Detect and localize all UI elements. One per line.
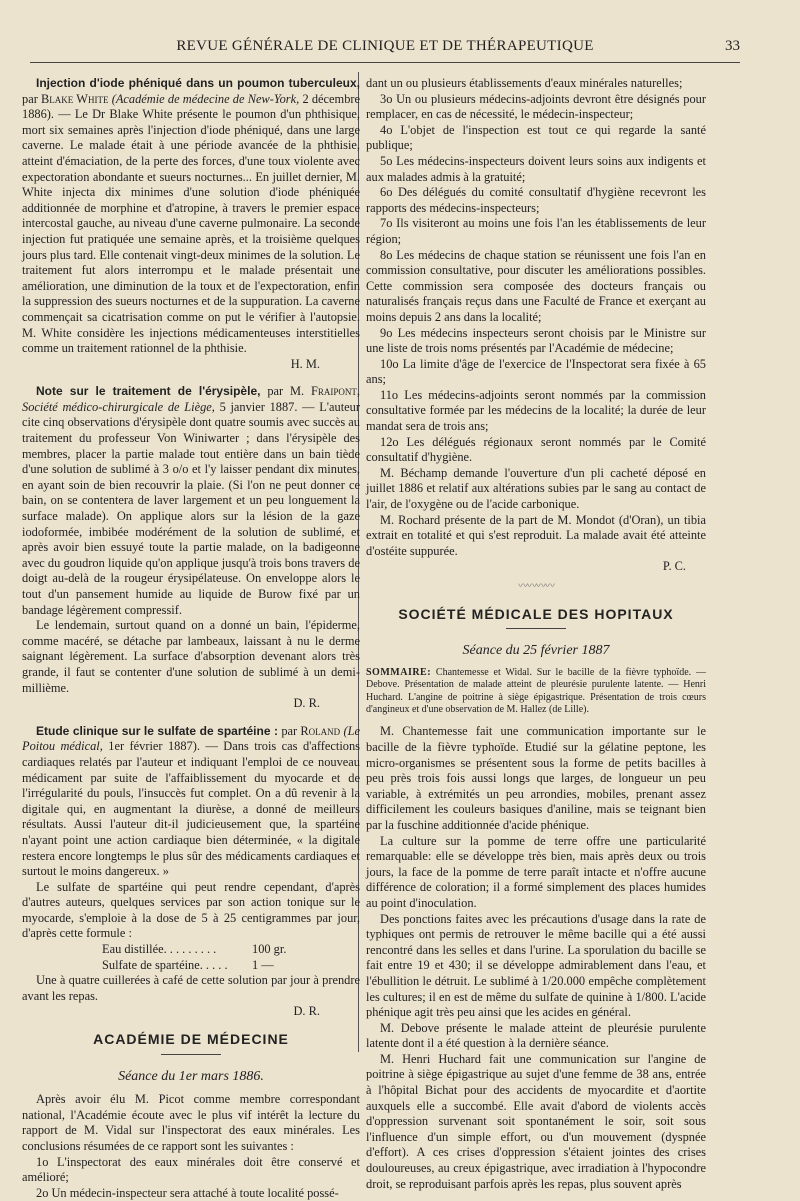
article-body: Le Dr Blake White présente le poumon d'un phthisique, mort six semaines après l'injection d'iode phéniqué, dans une large caverne. Le malade était à une période avancée de la phthisie, atteint d'émaciation, de la perte des forces, d'une toux violente avec expectoration abondante et sueurs nocturnes... En juillet dernier, M. White injecta dix minimes d'une solution d'iode phéniquée additionnée de morphine et d'atropine, à travers le premier espace intercostal gauche, au niveau d'une caverne pulmonaire. La seconde injection fut pratiquée une semaine après, et la troisième quelques jours plus tard. Elle contenait vingt-deux minimes de la solution. Le traitement fut alors interrompu et le malade présentait une amélioration, une diminution de la toux et de l'expectoration, enfin la suppression des sueurs nocturnes et de la suppuration. La caverne commençait sa cicatrisation comme on put le vérifier à l'autopsie. M. White considère les injections médicamenteuses interstitielles comme un traitement rationnel de la phthisie. [22,107,360,356]
signature-text: D. R. [293,696,320,711]
article-paragraph [22,76,360,357]
section-heading-societe: SOCIÉTÉ MÉDICALE DES HOPITAUX [398,605,674,622]
recipe-line [22,942,360,958]
academie-item: 5o Les médecins-inspecteurs doivent leurs soins aux indigents et aux malades admis à la gratuité; [366,153,706,184]
summary-text: Chantemesse et Widal. Sur le bacille de la fièvre typhoïde. — Debove. Présentation de malade atteint de pleurésie purulente latente. — Henri Huchard. L'angine de poitrine à siège épigastrique. Présentation de trois cœurs d'angineux et d'une observation de M. Hallez (de Lille). [366,666,706,715]
article-author: Blake White [41,91,109,106]
recipe-line [22,958,360,974]
recipe-ingredient: Eau distillée. . . . . . . . . [102,942,217,957]
article-signature [22,696,360,712]
journal-title: REVUE GÉNÉRALE DE CLINIQUE ET DE THÉRAPEUTIQUE [176,38,594,54]
academie-item: 11o Les médecins-adjoints seront nommés par la commission consultative formée par les médecins de la localité; la durée de leur mandat sera de trois ans; [366,387,706,434]
academie-item: 3o Un ou plusieurs médecins-adjoints devront être désignés pour remplacer, en cas de nécessité, le médecin-inspecteur; [366,91,706,122]
article-signature [22,357,360,373]
article-text: Une à quatre cuillerées à café de cette solution par jour à prendre avant les repas. [22,973,360,1003]
bechamp-paragraph: M. Béchamp demande l'ouverture d'un pli cacheté déposé en juillet 1886 et relatif aux altérations subies par le sang au contact de l'air, de l'oxygène ou de l'acide carbonique. [366,465,706,512]
signature-text: D. R. [293,1004,320,1019]
societe-paragraph: M. Debove présente le malade atteint de pleurésie purulente latente dont il a été question à la dernière séance. [366,1020,706,1051]
article-by: par [278,723,301,738]
academie-item: 9o Les médecins inspecteurs seront choisis par le Ministre sur une liste de trois noms présentés par l'Académie de médecine; [366,325,706,356]
recipe-quantity: 1 — [252,957,274,972]
academie-item: 8o Les médecins de chaque station se réunissent une fois l'an en commission consultative, pour discuter les améliorations possibles. Cette commission sera composée des docteurs français ou naturalisés français reçus dans une Faculté de France et exerçant au moins depuis 2 ans dans la localité; [366,247,706,324]
article-title: Etude clinique sur le sulfate de spartéine : [36,723,279,738]
section-rule [161,1054,221,1055]
right-column [366,76,706,1191]
article-paragraph [22,384,360,618]
summary-label: SOMMAIRE: [366,666,432,678]
article-paragraph [22,973,360,1004]
societe-paragraph: M. Henri Huchard fait une communication sur l'angine de poitrine à siège épigastrique au sujet d'une femme de 38 ans, entrée à l'hôpital Bichat pour des accidents de myocardite et d'aortite auxquels elle a succombé. Elle avait d'abord de violents accès d'oppression survenant soit spontanément le soir, soit sous l'influence d'un simple effort, ou d'un mouvement (dyspnée d'effort). A ces crises d'oppression s'étaient jointes des crises douloureuses, au creux épigastrique, avec irradiation à l'hypocondre droit, se reproduisant parfois après les repas, plus souvent après [366,1051,706,1191]
article-erysipele [22,384,360,711]
societe-paragraph: La culture sur la pomme de terre offre une particularité remarquable: elle se développe très bien, mais après deux ou trois jours, la face de la pomme de terre paraît intacte et n'offre aucune différence de coloration; il a formé simplement des places humides au point d'inoculation. [366,833,706,910]
academie-item: 2o Un médecin-inspecteur sera attaché à toute localité possé- [36,1185,339,1200]
academie-item: 10o La limite d'âge de l'exercice de l'Inspectorat sera fixée à 65 ans; [366,356,706,387]
article-iode [22,76,360,372]
academie-item: 4o L'objet de l'inspection est tout ce qui regarde la santé publique; [366,122,706,153]
article-signature [22,1004,360,1020]
seance-date: Séance du 25 février 1887 [462,643,610,659]
article-paragraph: Le sulfate de spartéine qui peut rendre cependant, d'après d'autres auteurs, quelques services par son action tonique sur le myocarde, s'emploie à la dose de 5 à 25 centigrammes par jour, d'après cette formule : [22,879,360,941]
running-header [30,36,740,63]
academie-item: 1o L'inspectorat des eaux minérales doit être conservé et amélioré; [22,1154,360,1185]
article-author: Fraipont, [311,384,360,399]
article-by: par [22,91,42,106]
article-title: Injection d'iode phéniqué dans un poumon tuberculeux, [36,76,360,90]
article-title: Note sur le traitement de l'érysipèle, [36,384,261,399]
signature-text: H. M. [290,356,320,371]
session-summary [366,667,706,717]
article-body: Dans trois cas d'affections cardiaques relatés par l'auteur et indiquant l'emploi de ce nouveau médicament par suite de l'affaiblissement du myocarde et de l'irrégularité du pouls, l'insuccès fut complet. On a dû revenir à la digitale qui, en augmentant la diurèse, a donné de meilleurs résultats. Aussi l'auteur dit-il judicieusement que, la spartéine n'ayant point une action cardiaque bien déterminée, « la digitale restera encore longtemps le plus sûr des médicaments cardiaques et surtout le moins dangereux. » [22,739,360,879]
rochard-signature [366,559,706,575]
ornamental-divider: 〰〰〰〰 [518,581,554,592]
societe-paragraph: Des ponctions faites avec les précautions d'usage dans la rate de typhiques ont permis de retrouver le même bacille qui a été aussi rencontré dans les selles et dans l'urine. La sporulation du bacille se fait entre 19 et 430; il se développe admirablement dans l'eau, et l'ébullition le détruit. Le sublimé à 1/20.000 empêche complètement les cultures; il en est de même du sulfate de quinine à 1/800. L'acide phénique agit très peu ainsi que les acides en général. [366,911,706,1020]
article-source: Société médico-chirurgicale de Liège, [22,399,215,414]
article-date: 5 janvier 1887. — [214,399,315,414]
recipe-ingredient: Sulfate de spartéine. . . . . [102,957,228,972]
article-sparteine [22,724,360,1020]
recipe-quantity: 100 gr. [252,942,287,957]
article-author: Roland [300,723,341,738]
academie-item: 7o Ils visiteront au moins une fois l'an les établissements de leur région; [366,216,706,246]
article-paragraph [22,724,360,880]
academie-item: 6o Des délégués du comité consultatif d'hygiène recevront les rapports des médecins-inspecteurs; [366,185,706,215]
article-source: (Académie de médecine de New-York, [108,91,300,106]
left-column [22,76,361,1200]
academie-item: 12o Les délégués régionaux seront nommés par le Comité consultatif d'hygiène. [366,434,706,465]
article-paragraph: Le lendemain, surtout quand on a donné un bain, l'épiderme, comme macéré, se détache par lambeaux, laissant à nu le derme saignant légèrement. La surface d'absorption devenant alors très grande, il faut se contenter d'une solution de sublimé à un demi-millième. [22,618,360,695]
section-heading-academie: ACADÉMIE DE MÉDECINE [93,1031,289,1048]
article-source: (Le Poitou médical, [22,723,360,754]
section-rule [506,628,566,629]
academie-item: dant un ou plusieurs établissements d'eaux minérales naturelles; [366,76,683,90]
seance-date: Séance du 1er mars 1886. [118,1068,264,1084]
article-body: L'auteur cite cinq observations d'érysipèle dont quatre soumis avec succès au traitement du professeur Von Winiwarter ; dans l'érysipèle des membres, placer la partie malade tout entière dans un bain tiède d'une solution de sublimé à 3 o/o et l'y laisser pendant dix minutes, en ayant soin de bien recouvrir la plaie. (Si l'on ne peut donner ce bain, on se contentera de laver largement et un peu longuement la surface malade). On applique alors sur la lésion de la gaze iodoformée, imbibée modérément de la solution de sublimé, et après avoir bien essuyé toute la partie malade, on la badigeonne avec du goudron liquide qu'on applique jusqu'à trois bons travers de doigt au-delà de la rougeur érysipélateuse. On enveloppe alors le tout d'un pansement humide au liquide de Burow fixé par un bandage légèrement compressif. [22,399,361,617]
societe-paragraph: M. Chantemesse fait une communication importante sur le bacille de la fièvre typhoïde. Etudié sur la gélatine peptone, les micro-organismes se présentent sous la forme de petits bacilles à peu près trois fois aussi longs que larges, de longueur un peu variable, à extrémités un peu arrondies, mobiles, prenant assez difficilement les couleurs basiques d'aniline, mais se teignant bien par la fuschine additionnée d'acide phénique. [366,724,706,832]
article-date: 2 décembre 1886). — [22,91,361,122]
article-by: par M. [260,384,311,399]
article-date: 1er février 1887). — [102,739,218,754]
rochard-paragraph: M. Rochard présente de la part de M. Mondot (d'Oran), un tibia extrait en totalité et qui s'est reproduit. La malade avait été atteinte d'ostéite suppurée. [366,512,706,558]
academie-paragraph: Après avoir élu M. Picot comme membre correspondant national, l'Académie écoute avec le plus vif intérêt la lecture du rapport de M. Vidal sur l'inspectorat des eaux minérales. Les conclusions résumées de ce rapport sont les suivantes : [22,1092,360,1153]
page-number: 33 [725,38,740,54]
signature-text: P. C. [662,559,686,574]
